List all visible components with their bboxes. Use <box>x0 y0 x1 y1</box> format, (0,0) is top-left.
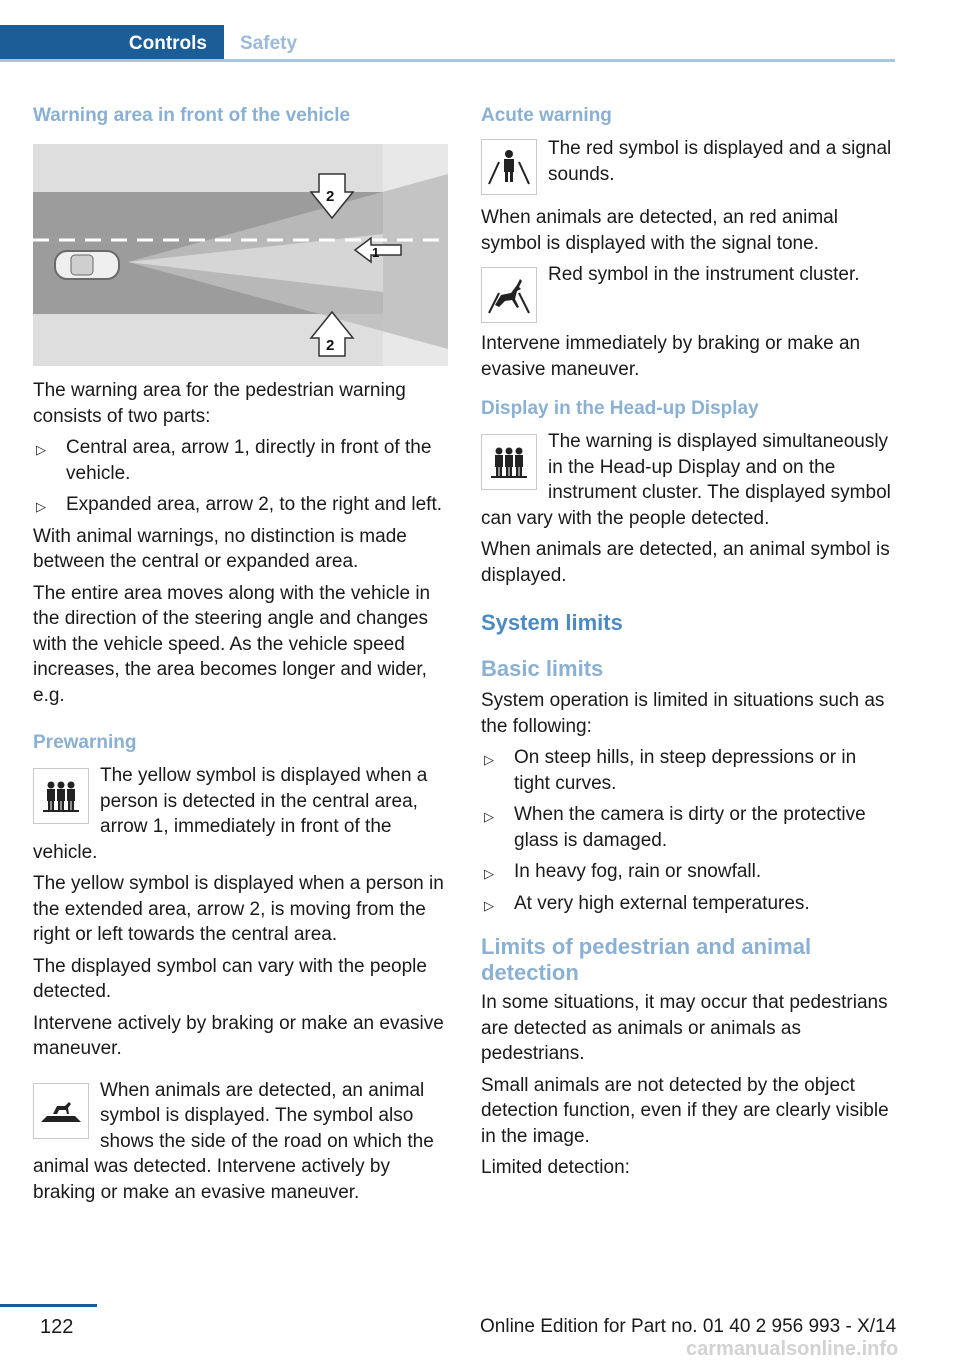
bullet-triangle-icon: ▷ <box>484 866 494 881</box>
acute-warning-heading: Acute warning <box>481 105 612 126</box>
red-animal-paragraph: When animals are detected, an red animal symbol is displayed with the signal tone. <box>481 207 838 254</box>
page-number: 122 <box>40 1316 74 1338</box>
acute-icon-text: The red symbol is displayed and a signal sounds. <box>548 138 892 185</box>
pedestrian-group-icon <box>481 434 537 490</box>
warning-area-list <box>33 435 448 518</box>
extended-area-paragraph: The yellow symbol is displayed when a person in the extended area, arrow 2, is moving from the right or left towards the central area. <box>33 873 444 945</box>
warning-area-intro: The warning area for the pedestrian warning consists of two parts: <box>33 380 406 427</box>
bullet-triangle-icon: ▷ <box>484 809 494 824</box>
list-item-text: On steep hills, in steep depressions or in tight curves. <box>514 747 857 794</box>
detection-limits-heading: Limits of pedestrian and animal detection <box>481 934 812 985</box>
list-item-text: When the camera is dirty or the protective glass is damaged. <box>514 804 866 851</box>
warning-area-figure <box>33 144 448 366</box>
header-rule <box>0 59 895 62</box>
animal-road-icon <box>33 1083 89 1139</box>
watermark: carmanualsonline.info <box>686 1338 899 1360</box>
animal-warning-paragraph: With animal warnings, no distinction is made between the central or expanded area. <box>33 525 407 572</box>
bullet-triangle-icon: ▷ <box>36 499 46 514</box>
basic-limits-intro: System operation is limited in situations such as the following: <box>481 690 885 737</box>
tab-safety[interactable] <box>224 25 297 62</box>
list-item <box>481 802 896 853</box>
pedestrian-group-icon <box>33 768 89 824</box>
tab-safety-label: Safety <box>240 32 298 54</box>
hud-animal-paragraph: When animals are detected, an animal symbol is displayed. <box>481 539 890 586</box>
red-symbol-paragraph <box>481 262 896 288</box>
figure-label-1: 1 <box>372 245 380 260</box>
right-column <box>481 103 896 1187</box>
intervene-now-paragraph: Intervene immediately by braking or make an evasive maneuver. <box>481 333 861 380</box>
system-limits-heading: System limits <box>481 610 623 635</box>
warning-area-heading: Warning area in front of the vehicle <box>33 105 351 126</box>
edition-text: Online Edition for Part no. 01 40 2 956 993 - X/14 <box>480 1316 897 1337</box>
list-item <box>481 891 896 917</box>
tab-controls[interactable] <box>0 25 224 62</box>
pedestrian-icon <box>481 139 537 195</box>
animal-icon-text: When animals are detected, an animal symbol is displayed. The symbol also shows the side of the road on which the animal was detected. Intervene actively by braking or make an evasive maneuver. <box>33 1079 434 1203</box>
list-item <box>481 859 896 885</box>
red-symbol-text: Red symbol in the instrument cluster. <box>548 264 860 285</box>
prewarning-icon-text: The yellow symbol is displayed when a person is detected in the central area, arrow 1, immediately in front of the vehicle. <box>33 765 428 863</box>
prewarning-icon-paragraph <box>33 763 448 865</box>
hud-icon-text: The warning is displayed simultaneously in the Head-up Display and on the instrument cluster. The displayed symbol can vary with the people detected. <box>481 431 891 529</box>
acute-icon-paragraph <box>481 136 896 187</box>
confuse-paragraph: In some situations, it may occur that pedestrians are detected as animals or animals as pedestrians. <box>481 992 888 1064</box>
list-item-text: Expanded area, arrow 2, to the right and left. <box>66 494 443 515</box>
list-item <box>33 435 448 486</box>
list-item-text: In heavy fog, rain or snowfall. <box>514 861 762 882</box>
deer-icon <box>481 267 537 323</box>
figure-label-2-bottom: 2 <box>326 337 335 354</box>
limits-list <box>481 745 896 916</box>
limited-detection-paragraph: Limited detection: <box>481 1157 630 1178</box>
list-item-text: At very high external temperatures. <box>514 892 810 914</box>
small-animals-paragraph: Small animals are not detected by the object detection function, even if they are clearly visible in the image. <box>481 1074 889 1147</box>
left-column <box>33 103 448 1211</box>
intervene-paragraph: Intervene actively by braking or make an evasive maneuver. <box>33 1012 444 1059</box>
bullet-triangle-icon: ▷ <box>484 897 494 913</box>
prewarning-heading: Prewarning <box>33 732 137 753</box>
hud-icon-paragraph <box>481 429 896 531</box>
animal-icon-paragraph <box>33 1078 448 1206</box>
basic-limits-heading: Basic limits <box>481 656 604 681</box>
tab-controls-label: Controls <box>128 32 207 54</box>
list-item <box>481 745 896 796</box>
bullet-triangle-icon: ▷ <box>36 442 46 457</box>
bullet-triangle-icon: ▷ <box>484 752 494 767</box>
page-header <box>0 0 895 62</box>
list-item <box>33 492 448 518</box>
symbol-vary-paragraph: The displayed symbol can vary with the people detected. <box>33 955 427 1002</box>
area-moves-paragraph: The entire area moves along with the vehicle in the direction of the steering angle and changes with the vehicle speed. As the vehicle speed increases, the area becomes longer and wider, e.g. <box>33 582 431 706</box>
hud-heading: Display in the Head-up Display <box>481 398 759 419</box>
list-item-text: Central area, arrow 1, directly in front of the vehicle. <box>66 437 432 484</box>
figure-label-2-top: 2 <box>326 188 335 205</box>
warning-area-diagram <box>33 144 448 366</box>
footer-rule <box>0 1304 97 1307</box>
